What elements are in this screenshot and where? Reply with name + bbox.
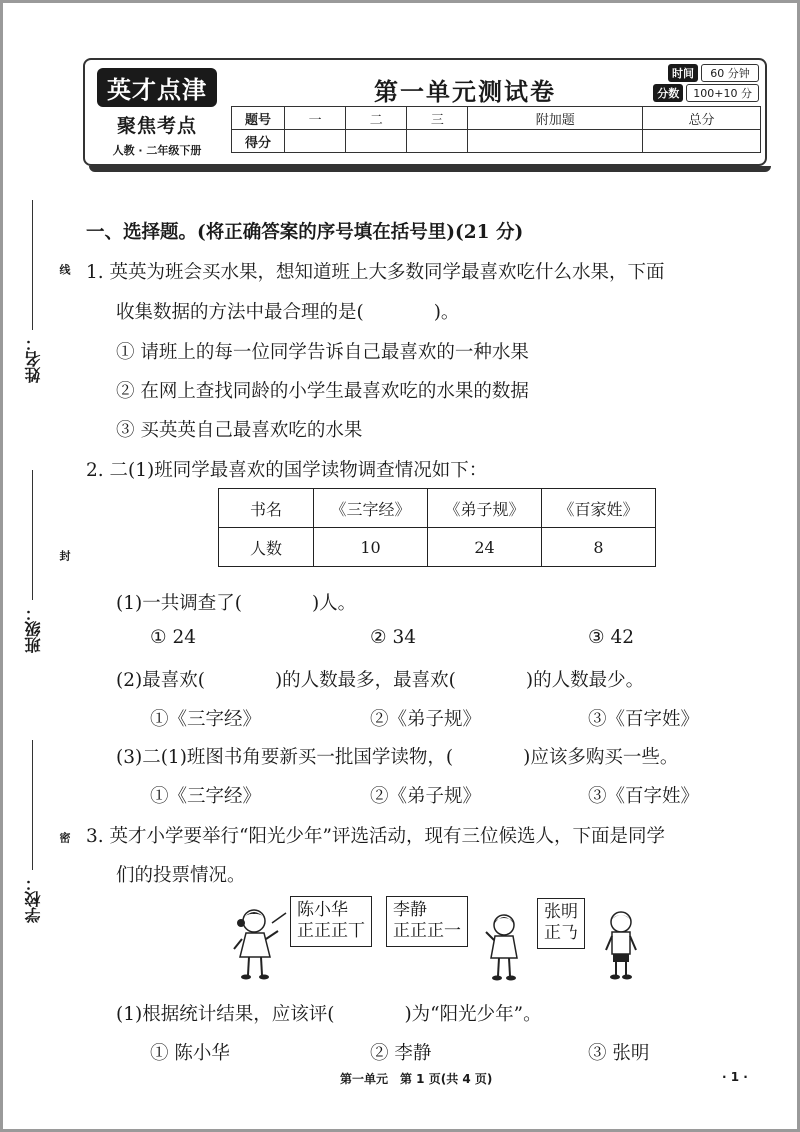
candidate-bubble	[386, 896, 468, 947]
q2-1-option: ① 24	[150, 627, 197, 648]
q2-3-option: ③《百字姓》	[588, 786, 700, 807]
q2-2-stem-b: )的人数最多，最喜欢(	[274, 670, 456, 691]
score-table-header: 三	[407, 107, 468, 130]
q2-3-stem-a: (3)二(1)班图书角要新买一批国学读物，(	[116, 747, 454, 768]
class-label: 班级：	[24, 605, 43, 653]
name-label: 姓名：	[24, 335, 43, 383]
q1-option: ③ 买英英自己最喜欢吃的水果	[116, 420, 363, 441]
brand-title: 英才点津	[97, 68, 217, 107]
candidate-name: 张明	[544, 902, 578, 922]
score-cell[interactable]	[346, 130, 407, 153]
q2-2-stem-c: )的人数最少。	[525, 670, 645, 691]
score-label: 分数	[653, 84, 683, 102]
page-number: · 1 ·	[722, 1070, 748, 1084]
score-table-header-row	[232, 107, 761, 130]
name-line[interactable]	[32, 200, 33, 330]
table-cell: 8	[542, 528, 656, 567]
brand-block	[91, 68, 223, 158]
q1-stem-b: )。	[433, 302, 460, 323]
candidate-bubble	[537, 898, 585, 949]
q2-3-stem-b: )应该多购买一些。	[523, 747, 679, 768]
q3-1-stem	[116, 1000, 542, 1026]
table-row	[219, 489, 656, 528]
table-cell: 10	[314, 528, 428, 567]
q2-3-option: ①《三字经》	[150, 786, 262, 807]
score-row-label: 得分	[232, 130, 285, 153]
q2-3-stem	[116, 743, 678, 769]
class-line[interactable]	[32, 470, 33, 600]
score-table	[231, 106, 761, 153]
q3-1-option: ① 陈小华	[150, 1043, 230, 1064]
table-row	[219, 528, 656, 567]
table-header: 《百家姓》	[542, 489, 656, 528]
score-table-header: 总分	[643, 107, 761, 130]
q2-1-stem	[116, 589, 356, 615]
table-header: 书名	[219, 489, 314, 528]
exam-title: 第一单元测试卷	[374, 78, 556, 106]
candidate-tally: 正正正一	[393, 921, 461, 942]
score-table-header: 附加题	[468, 107, 643, 130]
q1-option: ② 在网上查找同龄的小学生最喜欢吃的水果的数据	[116, 381, 529, 402]
time-value: 60 分钟	[701, 64, 759, 82]
q2-2-option: ①《三字经》	[150, 709, 262, 730]
table-header: 《三字经》	[314, 489, 428, 528]
candidate-tally: 正𠄎	[544, 923, 578, 944]
score-cell[interactable]	[468, 130, 643, 153]
score-table-header: 一	[285, 107, 346, 130]
q3-text-cont: 们的投票情况。	[116, 865, 246, 886]
q2-2-stem-a: (2)最喜欢(	[116, 670, 205, 691]
binding-margin	[0, 0, 80, 1132]
q3-text: 3. 英才小学要举行“阳光少年”评选活动，现有三位候选人，下面是同学	[86, 826, 665, 847]
table-cell: 24	[428, 528, 542, 567]
brand-subtitle: 聚焦考点	[116, 115, 197, 137]
q3-1-option: ② 李静	[370, 1043, 432, 1064]
score-table-header: 题号	[232, 107, 285, 130]
section1-title: 一、选择题。(将正确答案的序号填在括号里)(21 分)	[86, 222, 524, 243]
q1-stem	[116, 298, 459, 324]
candidate-tally: 正正正丅	[297, 921, 365, 942]
footer-text: 第一单元 第 1 页(共 4 页)	[340, 1072, 493, 1086]
q2-1-stem-b: )人。	[311, 593, 357, 614]
q3-1-stem-b: )为“阳光少年”。	[404, 1004, 542, 1025]
score-cell[interactable]	[407, 130, 468, 153]
table-row-label: 人数	[219, 528, 314, 567]
girl-figure-icon	[482, 912, 526, 984]
girl-figure-icon	[228, 905, 290, 983]
score-cell[interactable]	[643, 130, 761, 153]
cut-mark: 线	[58, 264, 71, 275]
q1-text: 1. 英英为班会买水果，想知道班上大多数同学最喜欢吃什么水果，下面	[86, 262, 665, 283]
q2-2-option: ②《弟子规》	[370, 709, 482, 730]
time-info	[668, 64, 759, 82]
score-table-score-row	[232, 130, 761, 153]
q1-option: ① 请班上的每一位同学告诉自己最喜欢的一种水果	[116, 342, 529, 363]
candidate-name: 陈小华	[297, 900, 348, 920]
q2-3-option: ②《弟子规》	[370, 786, 482, 807]
exam-header	[83, 58, 767, 166]
score-info	[653, 84, 759, 102]
brand-edition: 人教 · 二年级下册	[112, 144, 202, 157]
school-line[interactable]	[32, 740, 33, 870]
q2-1-stem-a: (1)一共调查了(	[116, 593, 242, 614]
score-value: 100+10 分	[686, 84, 759, 102]
candidate-name: 李静	[393, 900, 427, 920]
cut-mark: 密	[58, 832, 71, 843]
q2-2-option: ③《百字姓》	[588, 709, 700, 730]
q3-1-option: ③ 张明	[588, 1043, 650, 1064]
cut-mark: 封	[58, 550, 71, 561]
q2-1-option: ③ 42	[588, 627, 635, 648]
time-label: 时间	[668, 64, 698, 82]
q2-2-stem	[116, 666, 644, 692]
reading-survey-table	[218, 488, 656, 567]
candidate-bubble	[290, 896, 372, 947]
q2-text: 2. 二(1)班同学最喜欢的国学读物调查情况如下：	[86, 460, 488, 481]
score-table-header: 二	[346, 107, 407, 130]
score-cell[interactable]	[285, 130, 346, 153]
q2-1-option: ② 34	[370, 627, 417, 648]
q3-1-stem-a: (1)根据统计结果，应该评(	[116, 1004, 335, 1025]
table-header: 《弟子规》	[428, 489, 542, 528]
boy-figure-icon	[603, 910, 639, 982]
school-label: 学校：	[24, 875, 43, 923]
q1-stem-a: 收集数据的方法中最合理的是(	[116, 302, 364, 323]
